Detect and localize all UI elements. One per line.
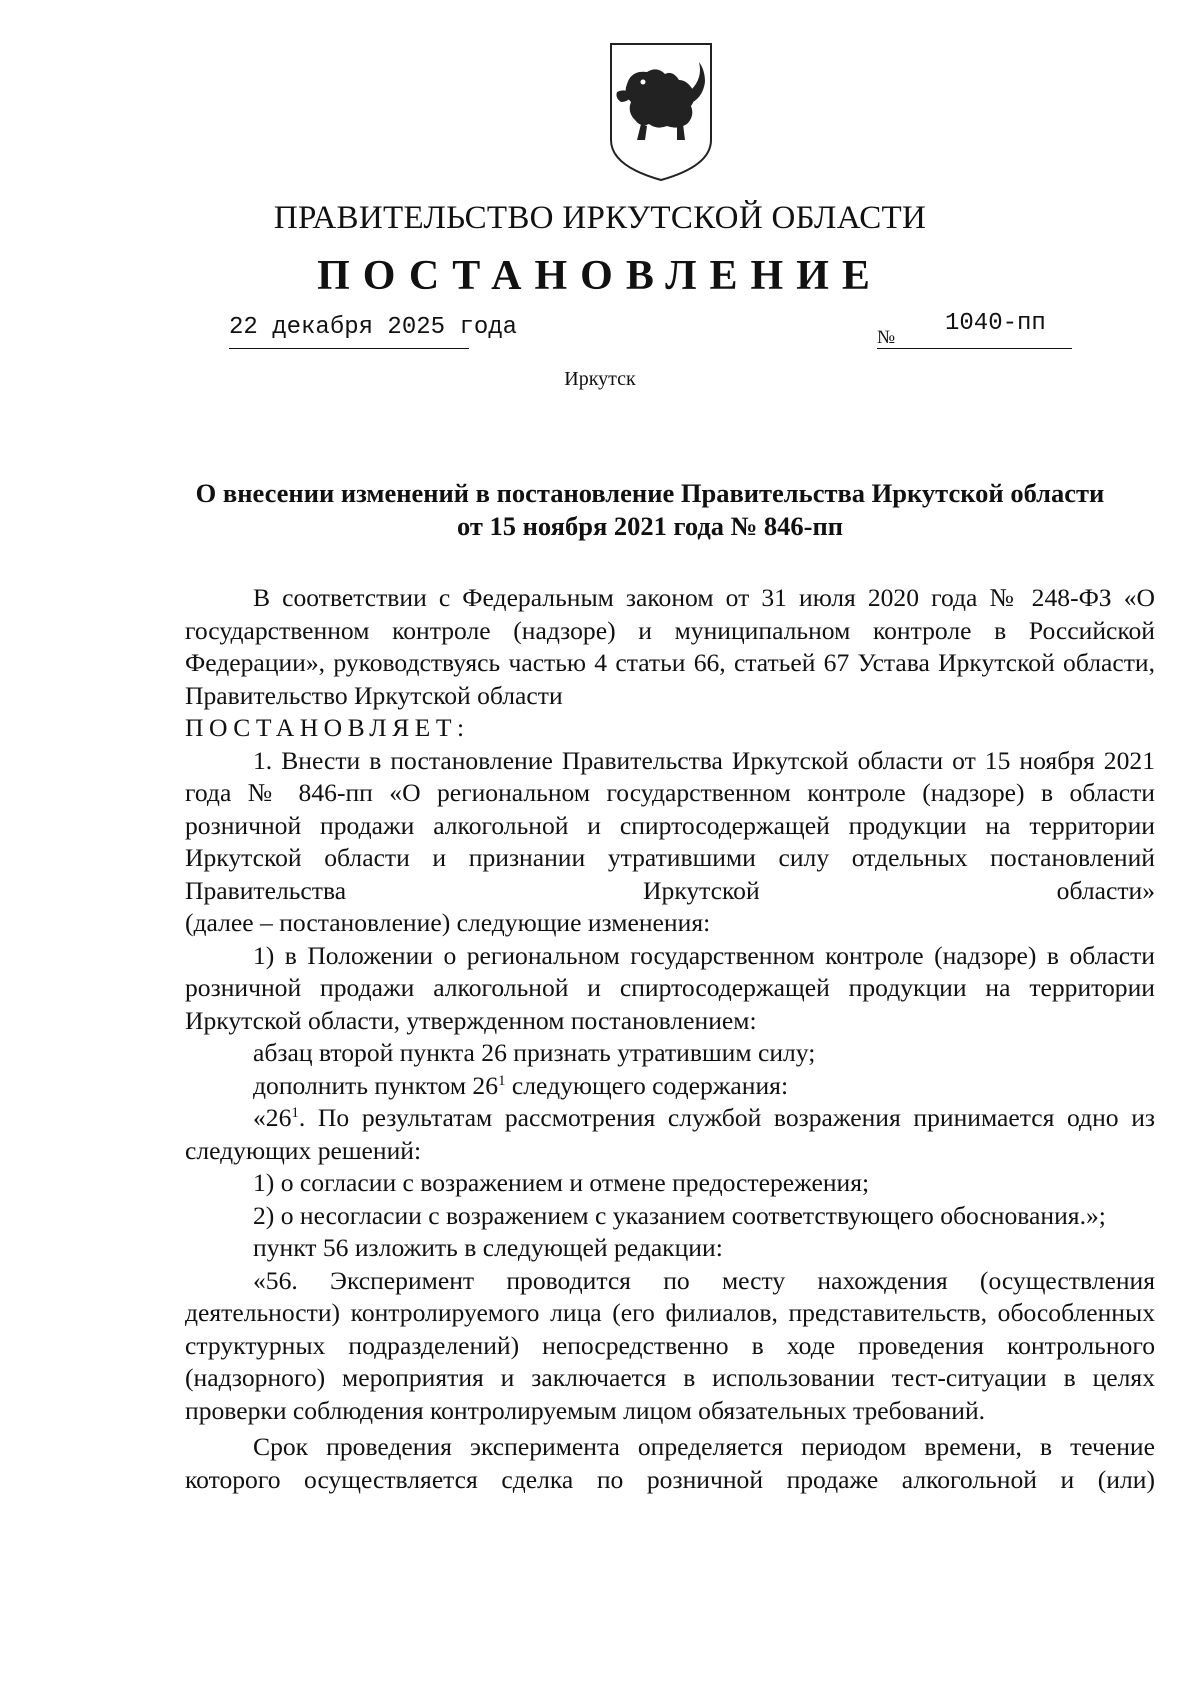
quote-point-56: «56. Эксперимент проводится по месту нахождения (осуществления деятельности) контролируемого лица (его филиалов, представительств, обособленных структурных подразделений) непосредственно в ходе проведения контрольного (надзорного) мероприятия и заключается в использовании тест-ситуации в целях проверки соблюдения контролируемым лицом обязательных требований. bbox=[185, 1265, 1155, 1425]
coat-of-arms-emblem bbox=[607, 40, 715, 182]
item-1-subitem-1: 1) в Положении о региональном государственном контроле (надзоре) в области розничной продажи алкогольной и спиртосодержащей продукции на территории Иркутской области, утвержденном постановлением: bbox=[185, 940, 1155, 1035]
document-body bbox=[185, 582, 1155, 1496]
decision-2: 2) о несогласии с возражением с указанием соответствующего обоснования.»; bbox=[253, 1200, 1106, 1230]
paragraph-abzac: абзац второй пункта 26 признать утратившим силу; bbox=[253, 1038, 816, 1067]
paragraph-add-point bbox=[185, 1070, 1155, 1103]
heading-line-1: О внесении изменений в постановление Правительства Иркутской области bbox=[195, 478, 1105, 508]
add-point-suffix: следующего содержания: bbox=[505, 1070, 789, 1100]
paragraph-term: Срок проведения эксперимента определяется периодом времени, в течение которого осуществляется сделка по розничной продаже алкогольной и (или) bbox=[185, 1432, 1155, 1494]
number-underline bbox=[877, 348, 1072, 349]
date-underline bbox=[229, 348, 469, 349]
document-heading bbox=[150, 477, 1150, 543]
quote-prefix: «26 bbox=[253, 1103, 292, 1132]
paragraph-point-56: пункт 56 изложить в следующей редакции: bbox=[253, 1233, 723, 1262]
quote-superscript: 1 bbox=[291, 1105, 299, 1121]
item-1: 1. Внести в постановление Правительства Иркутской области от 15 ноября 2021 года № 846-пп «О региональном государственном контроле (надзоре) в области розничной продажи алкогольной и спиртосодержащей продукции на территории Иркутской области и признании утратившими силу отдельных постановлений Правительства Иркутской области» bbox=[185, 745, 1155, 905]
heading-line-2: от 15 ноября 2021 года № 846-пп bbox=[456, 511, 844, 541]
add-point-superscript: 1 bbox=[498, 1072, 506, 1089]
document-type: ПОСТАНОВЛЕНИЕ bbox=[317, 253, 883, 299]
resolves-word: ПОСТАНОВЛЯЕТ: bbox=[185, 713, 470, 742]
quote-suffix: . По результатам рассмотрения службой возражения принимается одно из следующих решений: bbox=[185, 1103, 1155, 1165]
preamble: В соответствии с Федеральным законом от 31 июля 2020 года № 248-ФЗ «О государственном контроле (надзоре) и муниципальном контроле в Российской Федерации», руководствуясь частью 4 статьи 66, статьей 67 Устава Иркутской области, Правительство Иркутской области bbox=[185, 583, 1155, 710]
add-point-prefix: дополнить пунктом 26 bbox=[253, 1070, 499, 1100]
item-1-tail: (далее – постановление) следующие изменения: bbox=[185, 908, 711, 937]
document-date: 22 декабря 2025 года bbox=[229, 314, 518, 341]
government-name: ПРАВИТЕЛЬСТВО ИРКУТСКОЙ ОБЛАСТИ bbox=[273, 200, 927, 236]
decision-1: 1) о согласии с возражением и отмене предостережения; bbox=[253, 1168, 870, 1197]
city: Иркутск bbox=[564, 368, 636, 390]
quote-point-26-1 bbox=[185, 1102, 1155, 1167]
document-number: 1040-пп bbox=[945, 310, 1046, 337]
number-label: № bbox=[877, 327, 896, 348]
